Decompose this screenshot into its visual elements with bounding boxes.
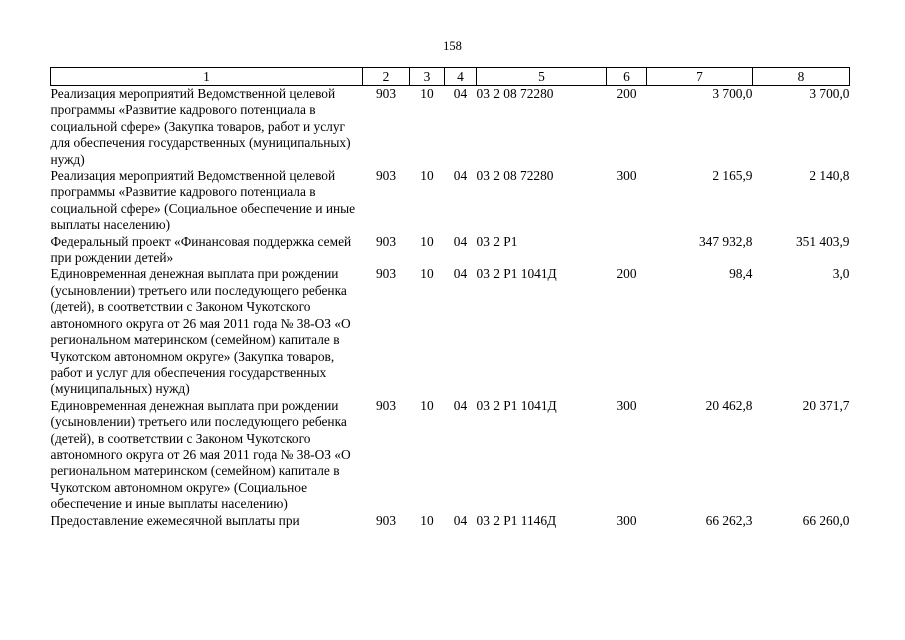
row-rz: 10 — [420, 86, 434, 101]
row-csr: 03 2 P1 1041Д — [476, 266, 557, 282]
row-vr: 200 — [616, 86, 637, 101]
row-name: Реализация мероприятий Ведомственной целевой программы «Развитие кадрового потенциала в социальной сфере» (Социальное обеспечение и иные выплаты населению) — [50, 168, 356, 233]
row-sum1: 3 700,0 — [712, 86, 753, 101]
header-row — [51, 68, 850, 86]
row-grbs: 903 — [375, 233, 397, 249]
row-rz: 10 — [420, 266, 434, 282]
row-csr: 03 2 P1 1146Д — [476, 512, 557, 528]
row-grbs: 903 — [375, 266, 397, 282]
row-vr — [607, 234, 647, 267]
row-name: Предоставление ежемесячной выплаты при — [50, 512, 300, 528]
row-rz: 10 — [420, 512, 434, 528]
header-col-2: 2 — [363, 68, 410, 86]
row-pr: 04 — [453, 168, 468, 184]
row-rz: 10 — [420, 168, 434, 184]
row-pr: 04 — [453, 266, 468, 282]
row-vr: 300 — [616, 512, 637, 528]
row-pr: 04 — [453, 512, 468, 528]
row-name: Единовременная денежная выплата при рождении (усыновлении) третьего или последующего ребенка (детей), в соответствии с Законом Чукотского автономного округа от 26 мая 2011 года № 38-ОЗ «О региональном материнском (семейном) капитале в Чукотском автономном округе» (Закупка товаров, работ и услуг для обеспечения государственных (муниципальных) нужд) — [50, 266, 351, 397]
header-col-5: 5 — [477, 68, 607, 86]
row-csr: 03 2 08 72280 — [476, 168, 554, 184]
row-csr: 03 2 P1 1041Д — [476, 397, 557, 413]
row-sum2: 66 260,0 — [802, 512, 850, 528]
row-name: Федеральный проект «Финансовая поддержка семей при рождении детей» — [50, 233, 352, 266]
row-rz: 10 — [420, 397, 434, 413]
row-sum2: 2 140,8 — [809, 168, 850, 184]
header-col-1: 1 — [51, 68, 363, 86]
row-name: Реализация мероприятий Ведомственной целевой программы «Развитие кадрового потенциала в социальной сфере» (Закупка товаров, работ и услуг для обеспечения государственных (муниципальных) нужд) — [50, 86, 351, 167]
row-sum2: 20 371,7 — [802, 397, 850, 413]
row-sum1: 347 932,8 — [698, 233, 753, 249]
budget-table — [50, 67, 850, 529]
table-row — [51, 513, 850, 529]
row-grbs: 903 — [375, 86, 397, 101]
header-col-4: 4 — [445, 68, 477, 86]
table-row — [51, 234, 850, 267]
header-col-8: 8 — [753, 68, 850, 86]
header-col-7: 7 — [647, 68, 753, 86]
row-sum1: 98,4 — [729, 266, 753, 282]
row-grbs: 903 — [375, 168, 397, 184]
page-number: 158 — [443, 39, 462, 53]
header-col-6: 6 — [607, 68, 647, 86]
row-pr: 04 — [453, 233, 468, 249]
table-row — [51, 86, 850, 169]
table-row — [51, 168, 850, 234]
row-sum2: 3,0 — [832, 266, 850, 282]
row-vr: 200 — [616, 266, 637, 282]
row-sum1: 20 462,8 — [705, 397, 753, 413]
row-name: Единовременная денежная выплата при рождении (усыновлении) третьего или последующего ребенка (детей), в соответствии с Законом Чукотского автономного округа от 26 мая 2011 года № 38-ОЗ «О региональном материнском (семейном) капитале в Чукотском автономном округе» (Социальное обеспечение и иные выплаты населению) — [50, 397, 351, 512]
table-row — [51, 266, 850, 397]
row-sum1: 2 165,9 — [712, 168, 753, 184]
row-sum1: 66 262,3 — [705, 512, 753, 528]
row-pr: 04 — [453, 397, 468, 413]
row-sum2: 351 403,9 — [795, 233, 850, 249]
row-csr: 03 2 P1 — [476, 233, 518, 249]
row-sum2: 3 700,0 — [809, 86, 850, 101]
row-vr: 300 — [616, 168, 637, 184]
row-pr: 04 — [453, 86, 468, 101]
row-grbs: 903 — [375, 397, 397, 413]
row-rz: 10 — [420, 233, 434, 249]
row-vr: 300 — [616, 397, 637, 413]
header-col-3: 3 — [410, 68, 445, 86]
row-grbs: 903 — [375, 512, 397, 528]
table-row — [51, 398, 850, 513]
row-csr: 03 2 08 72280 — [476, 86, 554, 101]
